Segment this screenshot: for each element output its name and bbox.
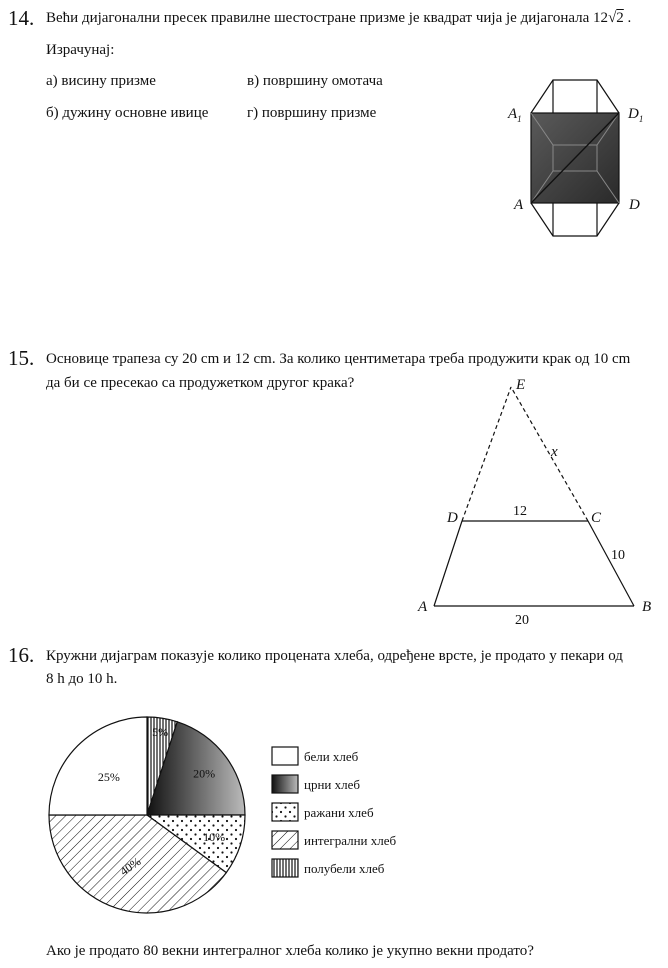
label-B: B xyxy=(642,599,652,615)
legend-label: ражани хлеб xyxy=(304,805,374,820)
pie-slice-label: 40% xyxy=(117,854,144,879)
label-leg: 10 xyxy=(611,548,625,563)
problem-16-number: 16. xyxy=(8,643,35,667)
pie-slice xyxy=(49,717,147,815)
problem-16-question: Ако је продато 80 векни интегралног хлеба колико је укупно векни продато? xyxy=(46,943,534,959)
label-x: x xyxy=(551,444,558,460)
problem-14-number: 14. xyxy=(8,6,35,30)
problem-14-part-b: б) дужину основне ивице xyxy=(46,105,209,121)
legend-label: интегрални хлеб xyxy=(304,833,397,848)
label-A-trap: A xyxy=(418,599,428,615)
legend-swatch xyxy=(272,747,298,765)
legend-label: полубели хлеб xyxy=(304,861,385,876)
problem-14-statement-text: Већи дијагонални пресек правилне шестостране призме је квадрат чија је дијагонала 12 xyxy=(46,10,609,26)
sqrt-sign: √ xyxy=(608,10,617,26)
problem-15-line2: да би се пресекао са продужетком другог крака? xyxy=(46,375,355,391)
label-D-trap: D xyxy=(447,510,458,526)
problem-14-part-g: г) површину призме xyxy=(247,105,377,121)
sqrt-radicand: 2 xyxy=(616,10,624,26)
legend-swatch xyxy=(272,831,298,849)
label-top-base: 12 xyxy=(513,504,527,519)
statement-end: . xyxy=(627,10,632,26)
problem-14-part-v: в) површину омотача xyxy=(247,73,383,89)
label-C: C xyxy=(591,510,602,526)
legend-label: бели хлеб xyxy=(304,749,359,764)
label-A1: $A_1$ xyxy=(508,106,522,124)
label-A: A xyxy=(514,197,524,213)
problem-16-line1: Кружни дијаграм показује колико процената хлеба, одређене врсте, је продато у пекари од xyxy=(46,648,623,664)
pie-slice-label: 20% xyxy=(193,766,216,781)
label-E: E xyxy=(516,377,526,393)
problem-16-line2: 8 h до 10 h. xyxy=(46,671,118,687)
legend-swatch xyxy=(272,803,298,821)
legend-label: црни хлеб xyxy=(304,777,360,792)
problem-15-number: 15. xyxy=(8,346,35,370)
problem-15-line1: Основице трапеза су 20 cm и 12 cm. За колико центиметара треба продужити крак од 10 cm xyxy=(46,351,631,367)
pie-slice-label: 5% xyxy=(152,724,169,739)
pie-slice-label: 10% xyxy=(203,829,226,844)
problem-14-part-a: а) висину призме xyxy=(46,73,156,89)
label-D1: $D_1$ xyxy=(628,106,644,124)
legend-swatch xyxy=(272,775,298,793)
problem-14-ask: Израчунај: xyxy=(46,42,115,58)
label-D: D xyxy=(629,197,640,213)
pie-slice-label: 25% xyxy=(97,769,120,784)
label-bottom-base: 20 xyxy=(515,613,529,628)
legend-swatch xyxy=(272,859,298,877)
